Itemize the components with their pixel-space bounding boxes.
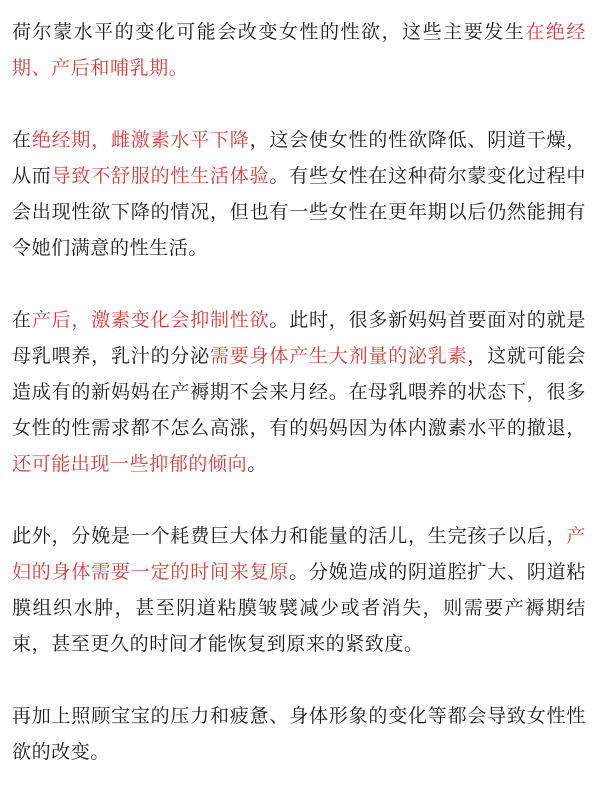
paragraph-childbirth-recovery: [12, 518, 586, 662]
text-segment: 再加上照顾宝宝的压力和疲惫、身体形象的变化等都会导致女性性欲的改变。: [12, 705, 586, 763]
highlight-segment: 产妇的身体需要一定的时间来复原: [12, 525, 586, 583]
text-segment: 在: [12, 309, 32, 331]
highlight-segment: 需要身体产生大剂量的泌乳素: [210, 345, 468, 367]
paragraph-conclusion: [12, 698, 586, 770]
highlight-segment: 绝经期，雌激素水平下降: [31, 129, 250, 151]
highlight-segment: 还可能出现一些抑郁的倾向: [12, 453, 248, 475]
text-segment: ，这就可能会造成有的新妈妈在产褥期不会来月经。在母乳喂养的状态下，很多女性的性需求都不怎么高涨，有的妈妈因为体内激素水平的撤退，: [12, 345, 586, 439]
highlight-segment: 产后，激素变化会抑制性欲: [31, 309, 270, 331]
paragraph-postpartum: [12, 302, 586, 482]
paragraph-hormone-changes: [12, 14, 586, 86]
highlight-segment: 在绝经期、产后和哺乳期。: [12, 21, 586, 79]
text-segment: ，这会使女性的性欲降低、阴道干燥，从而: [12, 129, 586, 187]
text-segment: 荷尔蒙水平的变化可能会改变女性的性欲，这些主要发生: [12, 21, 526, 43]
text-segment: 。有些女性在这种荷尔蒙变化过程中会出现性欲下降的情况，但也有一些女性在更年期以后仍然能拥有令她们满意的性生活。: [12, 165, 586, 259]
text-segment: 此外，分娩是一个耗费巨大体力和能量的活儿，生完孩子以后，: [12, 525, 567, 547]
text-segment: 在: [12, 129, 32, 151]
paragraph-menopause: [12, 122, 586, 266]
highlight-segment: 导致不舒服的性生活体验: [51, 165, 270, 187]
text-segment: 。分娩造成的阴道腔扩大、阴道粘膜组织水肿，甚至阴道粘膜皱襞减少或者消失，则需要产褥期结束，甚至更久的时间才能恢复到原来的紧致度。: [12, 561, 586, 655]
text-segment: 。此时，很多新妈妈首要面对的就是母乳喂养，乳汁的分泌: [12, 309, 586, 367]
text-segment: 。: [247, 453, 267, 475]
